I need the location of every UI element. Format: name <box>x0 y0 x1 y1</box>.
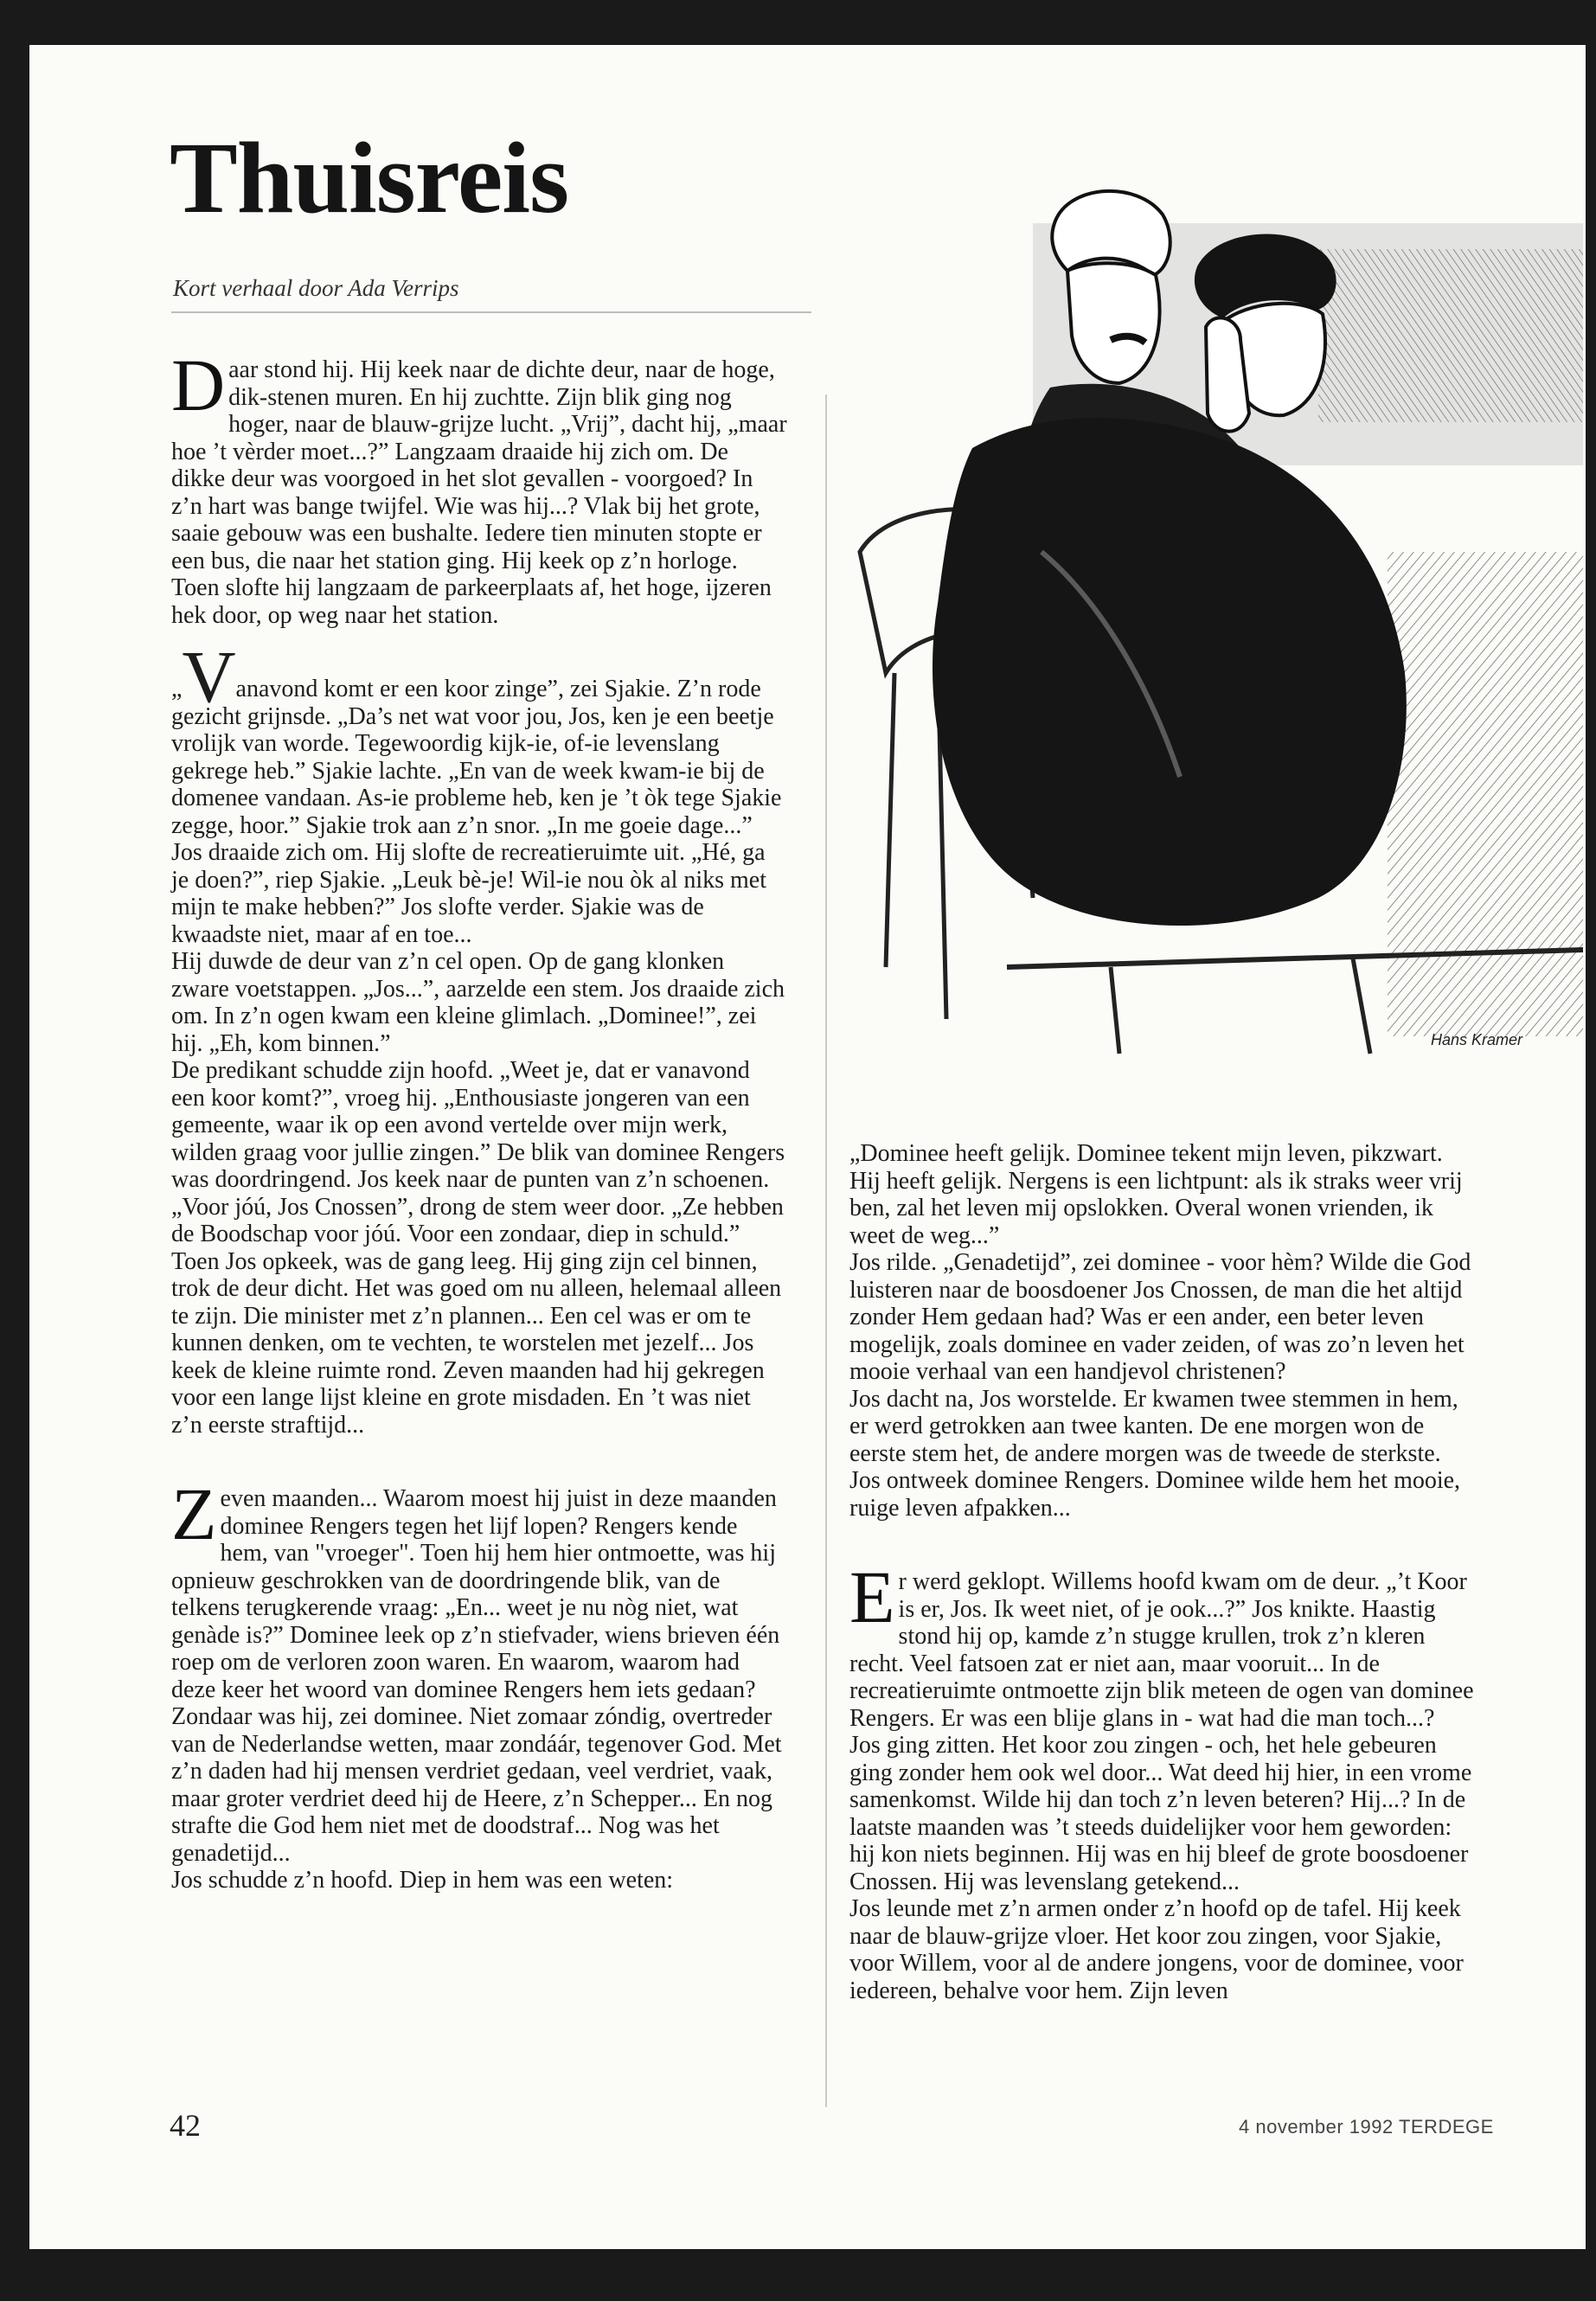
byline-rule <box>171 311 811 313</box>
paragraph: Jos ging zitten. Het koor zou zingen - och, het hele gebeuren ging zonder hem ook wel door... Wat deed hij hier, in een vrome samenkomst. Wilde hij dan toch z’n leven beteren? Hij...? In de laatste maanden was ’t steeds duidelijker voor hem geworden: hij kon niets beginnen. Hij was en hij bleef de grote boosdoener Cnossen. Hij was levenslang getekend... <box>849 1732 1472 1895</box>
paragraph: „Dominee heeft gelijk. Dominee tekent mijn leven, pikzwart. Hij heeft gelijk. Nergens is een lichtpunt: als ik straks weer vrij ben, zal het leven mij opslokken. Overal wonen vrienden, ik weet de weg...” <box>849 1140 1463 1249</box>
column-divider <box>825 394 827 2107</box>
scan-border-bottom <box>0 2249 1596 2301</box>
scan-border-left <box>0 0 29 2301</box>
section-break <box>171 629 787 676</box>
drop-cap: E <box>849 1555 895 1638</box>
paragraph: Zondaar was hij, zei dominee. Niet zomaar zóndig, overtreder van de Nederlandse wetten, maar zondáár, tegenover God. Met z’n daden had hij mensen verdriet gedaan, veel verdriet, vaak, maar groter verdriet deed hij de Heere, z’n Schepper... En nog strafte die God hem niet met de doodstraf... Nog was het genadetijd... <box>171 1703 782 1867</box>
paragraph: Jos dacht na, Jos worstelde. Er kwamen twee stemmen in hem, er werd getrokken aan twee kanten. De ene morgen won de eerste stem het, de andere morgen was de tweede de sterkste. Jos ontweek dominee Rengers. Dominee wilde hem het mooie, ruige leven afpakken... <box>849 1385 1461 1522</box>
paragraph: Jos rilde. „Genadetijd”, zei dominee - voor hèm? Wilde die God luisteren naar de boosdoener Jos Cnossen, de man die het altijd zonder Hem gedaan had? Was er een ander, een beter leven mogelijk, zoals dominee en vader zeiden, of was zo’n leven het mooie verhaal van een handjevol christenen? <box>849 1249 1471 1385</box>
paragraph: Toen Jos opkeek, was de gang leeg. Hij ging zijn cel binnen, trok de deur dicht. Het was goed om nu alleen, helemaal alleen te zijn. Die minister met z’n plannen... Een cel was er om te kunnen denken, om te vechten, te worstelen met jezelf... Jos keek de kleine ruimte rond. Zeven maanden had hij gekregen voor een lange lijst kleine en grote misdaden. En ’t was niet z’n eerste straftijd... <box>171 1247 782 1439</box>
paragraph <box>171 1472 787 1703</box>
text-column-right <box>849 1140 1476 2004</box>
open-quote: „ <box>171 676 183 702</box>
drop-cap: V <box>182 635 236 718</box>
drop-cap: D <box>171 343 226 426</box>
paragraph-text: aar stond hij. Hij keek naar de dichte deur, naar de hoge, dik-stenen muren. En hij zuchtte. Zijn blik ging nog hoger, naar de blauw-grijze lucht. „Vrij”, dacht hij, „maar hoe ’t vèrder moet...?” Langzaam draaide hij zich om. De dikke deur was voorgoed in het slot gevallen - voorgoed? In z’n hart was bange twijfel. Wie was hij...? Vlak bij het grote, saaie gebouw was een bushalte. Iedere tien minuten stopte er een bus, die naar het station ging. Hij keek op z’n horloge. Toen slofte hij langzaam de parkeerplaats af, het hoge, ijzeren hek door, op weg naar het station. <box>171 356 787 629</box>
issue-footer: 4 november 1992 TERDEGE <box>1239 2116 1494 2138</box>
paragraph: Jos schudde z’n hoofd. Diep in hem was een weten: <box>171 1867 674 1894</box>
paragraph: De predikant schudde zijn hoofd. „Weet je, dat er vanavond een koor komt?”, vroeg hij. „Enthousiaste jongeren van een gemeente, waar ik op een avond vertelde over mijn werk, wilden graag voor jullie zingen.” De blik van dominee Rengers was doordringend. Jos keek naar de punten van z’n schoenen. „Voor jóú, Jos Cnossen”, drong de stem weer door. „Ze hebben de Boodschap voor jóú. Voor een zondaar, diep in schuld.” <box>171 1057 785 1247</box>
scan-border-top <box>0 0 1596 45</box>
page-number: 42 <box>170 2108 201 2143</box>
paragraph: Jos leunde met z’n armen onder z’n hoofd op de tafel. Hij keek naar de blauw-grijze vloer. Het koor zou zingen, voor Sjakie, voor Willem, voor al de andere jongens, voor de dominee, voor iedereen, behalve voor hem. Zijn leven <box>849 1895 1464 2004</box>
paragraph-text: r werd geklopt. Willems hoofd kwam om de deur. „’t Koor is er, Jos. Ik weet niet, of je ook...?” Jos knikte. Haastig stond hij op, kamde z’n stugge krullen, trok z’n kleren recht. Veel fatsoen zat er niet aan, maar vooruit... In de recreatieruimte ontmoette zijn blik meteen de ogen van dominee Rengers. Er was een blije glans in - wat had die man toch...? <box>849 1568 1474 1732</box>
scan-border-right <box>1586 0 1596 2301</box>
ink-illustration <box>834 189 1583 1062</box>
section-break <box>849 1522 1476 1568</box>
illustration-signature: Hans Kramer <box>1431 1031 1523 1048</box>
text-column-left <box>171 343 787 1894</box>
drop-cap: Z <box>171 1472 217 1555</box>
paragraph <box>171 635 787 839</box>
article-byline: Kort verhaal door Ada Verrips <box>173 275 459 301</box>
paragraph <box>849 1555 1476 1732</box>
paragraph <box>171 343 787 629</box>
coat <box>933 418 1407 926</box>
paragraph-text: anavond komt er een koor zinge”, zei Sjakie. Z’n rode gezicht grijnsde. „Da’s net wat voor jou, Jos, ken je een beetje vrolijk van worde. Tegewoordig kijk-ie, of-ie levenslang gekrege heb.” Sjakie lachte. „En van de week kwam-ie bij de domenee vandaan. As-ie probleme heb, ken je ’t òk tege Sjakie zegge, hoor.” Sjakie trok aan z’n snor. „In me goeie dage...” <box>171 676 782 839</box>
table-leg <box>1111 958 1370 1054</box>
hatch-area <box>1318 249 1583 422</box>
paragraph-text: even maanden... Waarom moest hij juist in deze maanden dominee Rengers tegen het lijf lopen? Rengers kende hem, van "vroeger". Toen hij hem hier ontmoette, was hij opnieuw geschrokken van de doordringende blik, van de telkens terugkerende vraag: „En... weet je nu nòg niet, wat genàde is?” Dominee leek op z’n stiefvader, wiens brieven één roep om de verloren zoon waren. En waarom, waarom had deze keer het woord van dominee Rengers hem iets gedaan? <box>171 1485 780 1703</box>
right-hatch <box>1388 552 1583 1036</box>
paragraph: Hij duwde de deur van z’n cel open. Op de gang klonken zware voetstappen. „Jos...”, aarzelde een stem. Jos draaide zich om. In z’n ogen kwam een kleine glimlach. „Dominee!”, zei hij. „Eh, kom binnen.” <box>171 948 785 1057</box>
article-title: Thuisreis <box>170 121 568 234</box>
section-break <box>171 1439 787 1485</box>
paragraph: Jos draaide zich om. Hij slofte de recreatieruimte uit. „Hé, ga je doen?”, riep Sjakie. „Leuk bè-je! Wil-ie nou òk al niks met mijn te make hebben?” Jos slofte verder. Sjakie was de kwaadste niet, maar af en toe... <box>171 839 767 948</box>
